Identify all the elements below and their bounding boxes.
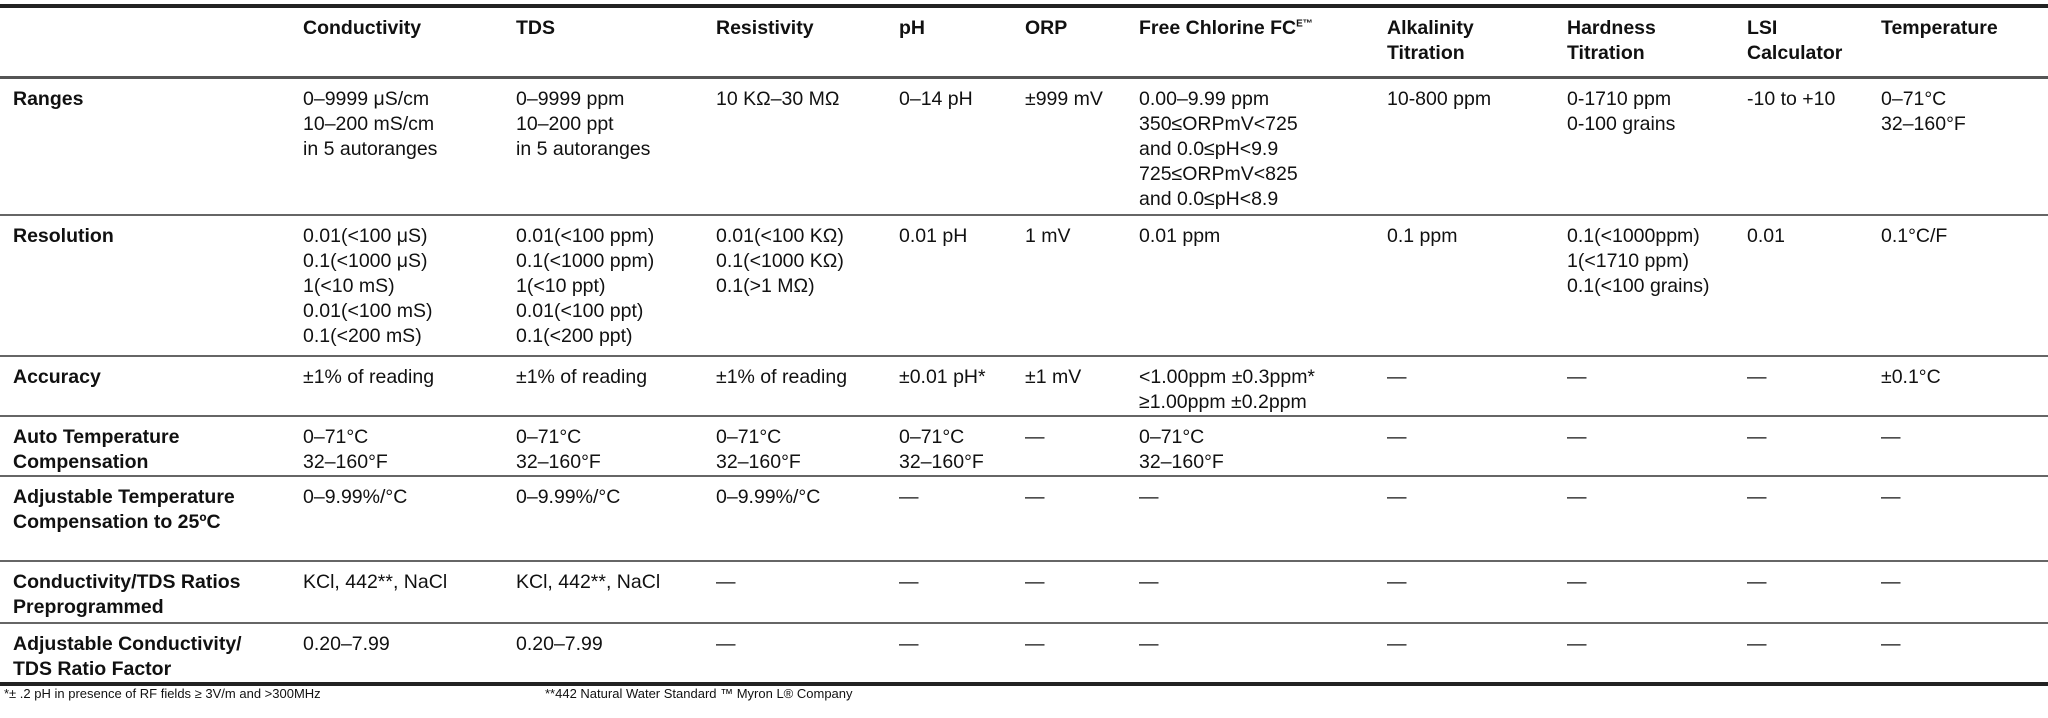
table-cell: 0–14 pH <box>899 78 1025 215</box>
table-cell: — <box>1139 632 1159 655</box>
table-cell: — <box>1139 561 1387 623</box>
column-header <box>1025 6 1139 78</box>
row-label: Accuracy <box>0 356 303 416</box>
table-cell: — <box>716 632 736 655</box>
column-header-label: pH <box>899 17 925 39</box>
table-cell: 0.01(<100 μS) 0.1(<1000 μS) 1(<10 mS) 0.01(<100 mS) 0.1(<200 mS) <box>303 215 516 356</box>
table-cell: 0.1°C/F <box>1881 215 2048 356</box>
column-header <box>1139 6 1387 78</box>
header-row <box>0 6 2048 78</box>
table-cell: 0–71°C 32–160°F <box>516 416 716 476</box>
table-cell: — <box>1025 416 1139 476</box>
row-label: Ranges <box>0 78 303 215</box>
table-cell: 0.01 <box>1747 215 1881 356</box>
table-cell: 0–9.99%/°C <box>716 476 899 561</box>
table-cell: ±1% of reading <box>716 356 899 416</box>
table-cell: ±0.01 pH* <box>899 356 1025 416</box>
table-cell: — <box>1881 561 2048 623</box>
table-cell: ±1% of reading <box>516 356 716 416</box>
table-cell: 10-800 ppm <box>1387 78 1567 215</box>
table-row <box>0 416 2048 476</box>
row-label: Adjustable Temperature Compensation to 25ºC <box>0 476 303 561</box>
table-cell: 0.01 pH <box>899 215 1025 356</box>
table-cell: — <box>1747 561 1881 623</box>
table-row <box>0 561 2048 623</box>
table-cell: 0–9.99%/°C <box>303 476 516 561</box>
table-row <box>0 78 2048 215</box>
table-cell: — <box>1567 416 1747 476</box>
column-header-label: Temperature <box>1881 17 1998 39</box>
table-cell: — <box>1567 476 1747 561</box>
table-cell: — <box>1747 632 1767 655</box>
table-cell: 0.20–7.99 <box>516 632 603 655</box>
table-cell: — <box>1747 356 1881 416</box>
table-cell: — <box>1567 561 1747 623</box>
table-cell: 0–9999 μS/cm 10–200 mS/cm in 5 autoranges <box>303 78 516 215</box>
table-cell: — <box>1387 476 1567 561</box>
table-cell: 0.00–9.99 ppm 350≤ORPmV<725 and 0.0≤pH<9.9 725≤ORPmV<825 and 0.0≤pH<8.9 <box>1139 78 1387 215</box>
column-header <box>1387 6 1567 78</box>
table-cell: ±1 mV <box>1025 356 1139 416</box>
table-cell: 0.20–7.99 <box>303 632 390 655</box>
specifications-table <box>0 4 2048 686</box>
trademark-superscript: E™ <box>1296 18 1313 30</box>
footnote-442: **442 Natural Water Standard ™ Myron L® Company <box>545 686 853 701</box>
column-header-label: Conductivity <box>303 17 422 39</box>
table-cell: — <box>1387 356 1567 416</box>
table-cell: — <box>1387 416 1567 476</box>
column-header-label: Resistivity <box>716 17 814 39</box>
table-cell: 0.1(<1000ppm) 1(<1710 ppm) 0.1(<100 grains) <box>1567 215 1747 356</box>
table-cell: — <box>1567 356 1747 416</box>
table-cell: — <box>1387 632 1407 655</box>
column-header-label: Alkalinity Titration <box>1387 17 1474 64</box>
table-cell: 0-1710 ppm 0-100 grains <box>1567 78 1747 215</box>
table-cell: 0.01(<100 KΩ) 0.1(<1000 KΩ) 0.1(>1 MΩ) <box>716 215 899 356</box>
column-header <box>516 6 716 78</box>
table-cell: — <box>1747 476 1881 561</box>
table-cell: — <box>1881 476 2048 561</box>
table-cell: 0–71°C 32–160°F <box>899 416 1025 476</box>
table-cell: — <box>1567 632 1587 655</box>
table-cell: — <box>716 561 899 623</box>
table-cell: — <box>1881 632 1901 655</box>
table-row <box>0 476 2048 561</box>
table-cell: — <box>899 561 1025 623</box>
table-cell: 0.1 ppm <box>1387 215 1567 356</box>
row-label: Resolution <box>0 215 303 356</box>
table-cell: ±1% of reading <box>303 356 516 416</box>
column-header <box>1881 6 2048 78</box>
table-cell: 0–9999 ppm 10–200 ppt in 5 autoranges <box>516 78 716 215</box>
table-cell: <1.00ppm ±0.3ppm* ≥1.00ppm ±0.2ppm <box>1139 356 1387 416</box>
table-row <box>0 356 2048 416</box>
column-header <box>1747 6 1881 78</box>
table-cell: — <box>1025 561 1139 623</box>
table-cell: 10 KΩ–30 MΩ <box>716 78 899 215</box>
column-header <box>899 6 1025 78</box>
column-header <box>0 6 303 78</box>
table-row <box>0 623 2048 684</box>
column-header <box>303 6 516 78</box>
row-label: Conductivity/TDS Ratios Preprogrammed <box>0 561 303 623</box>
table-cell: 1 mV <box>1025 215 1139 356</box>
table-cell: KCl, 442**, NaCl <box>516 561 716 623</box>
table-cell: ±0.1°C <box>1881 356 2048 416</box>
row-label: Auto Temperature Compensation <box>0 416 303 476</box>
table-cell: 0–9.99%/°C <box>516 476 716 561</box>
table-cell: — <box>1881 416 2048 476</box>
table-cell: — <box>899 476 1025 561</box>
column-header-label: Hardness Titration <box>1567 17 1656 64</box>
table-cell: 0–71°C 32–160°F <box>303 416 516 476</box>
table-cell: 0–71°C 32–160°F <box>1881 78 2048 215</box>
table-cell: — <box>1747 416 1881 476</box>
table-cell: KCl, 442**, NaCl <box>303 561 516 623</box>
table-cell: — <box>1025 632 1045 655</box>
table-cell: 0–71°C 32–160°F <box>716 416 899 476</box>
table-row <box>0 215 2048 356</box>
row-label: Adjustable Conductivity/ TDS Ratio Factor <box>13 632 242 680</box>
column-header-label: TDS <box>516 17 555 39</box>
table-cell: — <box>1025 476 1139 561</box>
table-cell: — <box>899 632 919 655</box>
table-cell: ±999 mV <box>1025 78 1139 215</box>
column-header <box>1567 6 1747 78</box>
table-cell: 0.01(<100 ppm) 0.1(<1000 ppm) 1(<10 ppt) 0.01(<100 ppt) 0.1(<200 ppt) <box>516 215 716 356</box>
table-cell: 0–71°C 32–160°F <box>1139 416 1387 476</box>
column-header-label: Free Chlorine FC <box>1139 17 1297 39</box>
table-cell: 0.01 ppm <box>1139 215 1387 356</box>
table-cell: -10 to +10 <box>1747 78 1881 215</box>
footnote-ph: *± .2 pH in presence of RF fields ≥ 3V/m and >300MHz <box>4 686 321 701</box>
column-header-label: ORP <box>1025 17 1068 39</box>
column-header <box>716 6 899 78</box>
table-cell: — <box>1139 476 1387 561</box>
column-header-label: LSI Calculator <box>1747 17 1843 64</box>
table-cell: — <box>1387 561 1567 623</box>
